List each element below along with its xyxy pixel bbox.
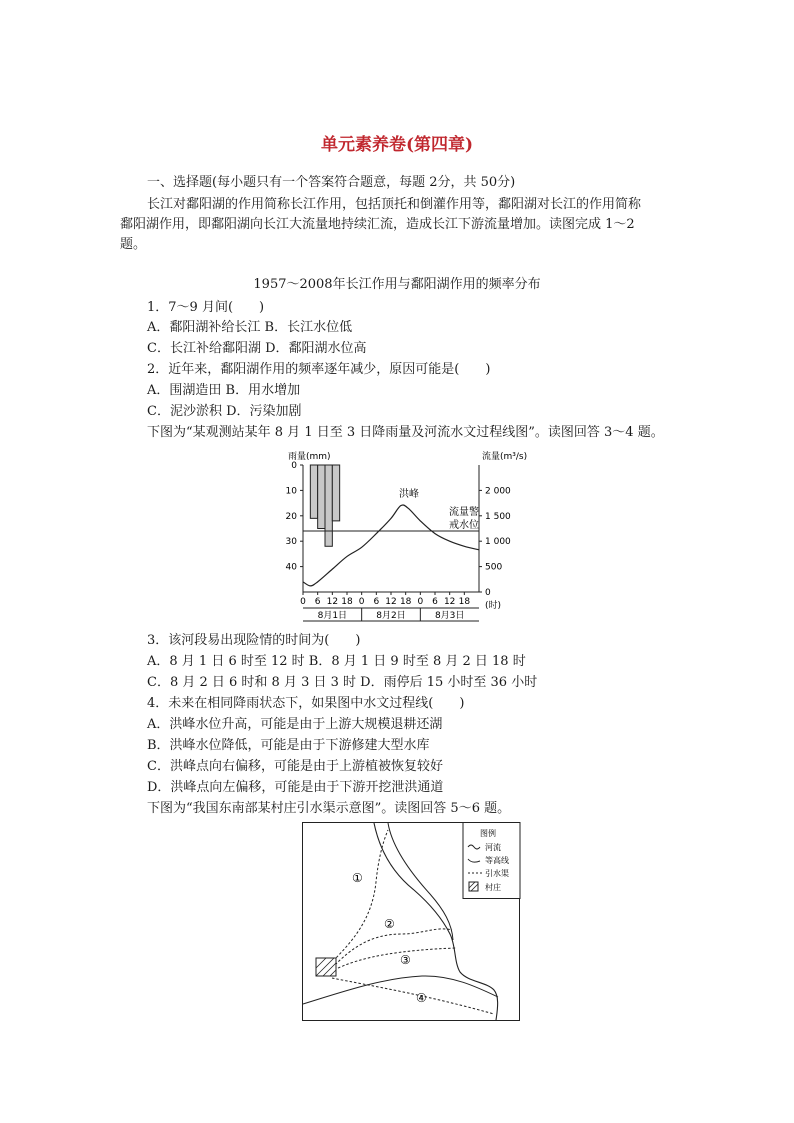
rainfall-bar-2 [318, 465, 325, 529]
day-label: 8月3日 [434, 611, 465, 621]
q2-options-cd: C．泥沙淤积 D．污染加剧 [147, 404, 302, 419]
q4-stem: 4．未来在相同降雨状态下，如果图中水文过程线( ) [147, 696, 465, 711]
village-canal-map [302, 822, 522, 1022]
contour-line-lower [303, 976, 498, 1004]
legend-title: 图例 [480, 829, 496, 838]
day-label: 8月2日 [376, 611, 406, 621]
peak-annotation: 洪峰 [399, 489, 419, 500]
right-tick-label: 1 000 [485, 537, 511, 548]
left-axis-label: 雨量(mm) [288, 452, 331, 462]
left-tick-label: 30 [285, 537, 297, 548]
q4-option-b: B．洪峰水位降低，可能是由于下游修建大型水库 [147, 738, 430, 753]
q4-option-a: A．洪峰水位升高，可能是由于上游大规模退耕还湖 [147, 717, 443, 732]
right-tick-label: 2 000 [485, 486, 511, 497]
x-tick-label: 6 [432, 597, 438, 607]
left-tick-label: 40 [285, 562, 297, 573]
village [316, 958, 336, 976]
intro-line-1: 长江对鄱阳湖的作用简称长江作用，包括顶托和倒灌作用等，鄱阳湖对长江的作用简称 [147, 197, 642, 212]
canal-label-1: ① [352, 871, 363, 885]
canal-label-2: ② [384, 917, 395, 931]
canal-1 [330, 830, 388, 964]
lead-3-4: 下图为“某观测站某年 8 月 1 日至 3 日降雨量及河流水文过程线图”。读图回答 3～4 题。 [147, 425, 664, 440]
q1-options-ab: A．鄱阳湖补给长江 B．长江水位低 [147, 320, 353, 335]
warning-annotation-1: 流量警 [449, 507, 479, 518]
figure1-caption: 1957～2008年长江作用与鄱阳湖作用的频率分布 [253, 277, 541, 292]
q4-option-c: C．洪峰点向右偏移，可能是由于上游植被恢复较好 [147, 759, 443, 774]
rainfall-bar-1 [310, 465, 317, 518]
canal-3 [334, 948, 456, 970]
canal-2 [332, 929, 452, 968]
intro-line-3: 题。 [120, 237, 147, 252]
legend-canal-label: 引水渠 [485, 869, 509, 878]
q3-stem: 3．该河段易出现险情的时间为( ) [147, 633, 361, 648]
x-tick-label: 12 [443, 597, 456, 607]
legend-contour-label: 等高线 [485, 856, 509, 865]
q1-options-cd: C．长江补给鄱阳湖 D．鄱阳湖水位高 [147, 341, 367, 356]
canal-label-4: ④ [416, 991, 427, 1005]
x-tick-label: 18 [399, 597, 412, 607]
x-tick-label: 12 [326, 597, 339, 607]
x-tick-label: 12 [385, 597, 397, 607]
section-heading: 一、选择题(每小题只有一个答案符合题意，每题 2分，共 50分) [147, 175, 516, 190]
x-tick-label: 0 [417, 597, 424, 607]
rainfall-discharge-chart [255, 445, 545, 625]
q2-options-ab: A．围湖造田 B．用水增加 [147, 383, 301, 398]
left-tick-label: 20 [285, 511, 297, 522]
q1-stem: 1．7～9 月间( ) [147, 300, 265, 315]
left-tick-label: 10 [285, 486, 297, 497]
page-title: 单元素养卷(第四章) [320, 135, 474, 155]
x-tick-label: 0 [300, 597, 306, 607]
x-tick-label: 6 [314, 597, 321, 607]
x-tick-label: 18 [458, 597, 471, 607]
q2-stem: 2．近年来，鄱阳湖作用的频率逐年减少，原因可能是( ) [147, 362, 491, 377]
day-label: 8月1日 [317, 611, 348, 621]
rainfall-bar-4 [332, 465, 339, 521]
x-tick-label: 18 [341, 597, 353, 607]
left-tick-label: 0 [291, 461, 297, 471]
x-tick-label: 6 [373, 597, 380, 607]
warning-annotation-2: 戒水位 [449, 520, 479, 531]
rainfall-bar-3 [325, 465, 332, 546]
right-axis-label: 流量(m³/s) [482, 452, 528, 462]
q3-options-ab: A．8 月 1 日 6 时至 12 时 B．8 月 1 日 9 时至 8 月 2 日 18 时 [147, 654, 526, 669]
q4-option-d: D．洪峰点向左偏移，可能是由于下游开挖泄洪通道 [147, 780, 444, 795]
legend-village-label: 村庄 [485, 883, 501, 892]
lead-5-6: 下图为“我国东南部某村庄引水渠示意图”。读图回答 5～6 题。 [147, 801, 511, 816]
right-tick-label: 1 500 [485, 511, 511, 522]
x-tick-label: 0 [358, 597, 365, 607]
intro-line-2: 鄱阳湖作用，即鄱阳湖向长江大流量地持续汇流，造成长江下游流量增加。读图完成 1～2 [120, 217, 635, 232]
canal-label-3: ③ [400, 953, 411, 967]
legend-river-label: 河流 [485, 843, 501, 852]
right-tick-label: 0 [485, 588, 491, 598]
right-tick-label: 500 [485, 562, 503, 573]
x-unit-label: (时) [485, 601, 502, 611]
canal-4 [332, 978, 494, 1014]
q3-options-cd: C．8 月 2 日 6 时和 8 月 3 日 3 时 D．雨停后 15 小时至 36 小时 [147, 675, 538, 690]
